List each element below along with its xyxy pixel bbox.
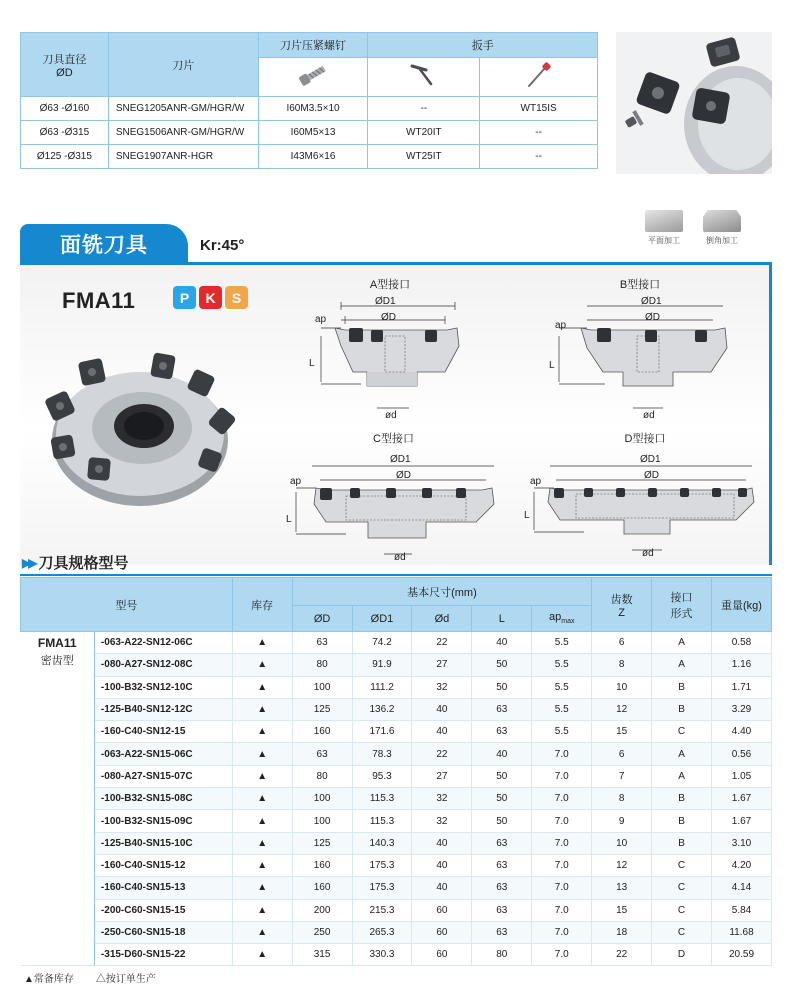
cell-stock: ▲ xyxy=(232,676,292,698)
cell-type: C xyxy=(652,877,712,899)
header-interface-label: 接口 xyxy=(670,591,693,604)
cell-stock: ▲ xyxy=(232,765,292,787)
cell-d1: 140.3 xyxy=(352,832,412,854)
cell-bore: 40 xyxy=(412,877,472,899)
cell-bore: 40 xyxy=(412,698,472,720)
cell-ap: 7.0 xyxy=(532,743,592,765)
cell-model: -160-C40-SN15-13 xyxy=(94,877,232,899)
cell-model: -100-B32-SN15-08C xyxy=(94,788,232,810)
material-badges xyxy=(173,286,248,309)
cell-d: 160 xyxy=(292,854,352,876)
cell-bore: 40 xyxy=(412,854,472,876)
cell-ap: 7.0 xyxy=(532,899,592,921)
cell-d1: 95.3 xyxy=(352,765,412,787)
cell-model: -315-D60-SN15-22 xyxy=(94,944,232,966)
series-type: 密齿型 xyxy=(40,655,74,667)
cell-d1: 265.3 xyxy=(352,921,412,943)
cell-z: 22 xyxy=(592,944,652,966)
cell-wrench: -- xyxy=(480,121,598,145)
table-row xyxy=(21,854,772,876)
cell-d: 160 xyxy=(292,721,352,743)
cell-insert: SNEG1205ANR-GM/HGR/W xyxy=(108,97,258,121)
kr-angle: Kr:45° xyxy=(200,237,245,254)
cell-d1: 175.3 xyxy=(352,854,412,876)
cell-stock: ▲ xyxy=(232,654,292,676)
cell-type: C xyxy=(652,721,712,743)
torque-wrench-icon xyxy=(480,57,598,96)
face-milling-icon xyxy=(645,210,683,232)
table-row xyxy=(21,721,772,743)
header-screw: 刀片压紧螺钉 xyxy=(258,33,368,58)
spec-section-title xyxy=(22,552,128,573)
cell-bore: 40 xyxy=(412,721,472,743)
legend xyxy=(24,970,156,985)
cell-ap: 7.0 xyxy=(532,810,592,832)
cell-d: 100 xyxy=(292,810,352,832)
cell-stock: ▲ xyxy=(232,832,292,854)
cell-wrench: WT15IS xyxy=(480,97,598,121)
cell-l: 50 xyxy=(472,676,532,698)
cell-l: 63 xyxy=(472,721,532,743)
cell-d: 80 xyxy=(292,654,352,676)
cell-type: B xyxy=(652,676,712,698)
cell-d: 80 xyxy=(292,765,352,787)
badge-k: K xyxy=(199,286,222,309)
label-bore: ød xyxy=(394,552,406,563)
cell-bore: 27 xyxy=(412,654,472,676)
cell-w: 4.40 xyxy=(712,721,772,743)
cell-d1: 171.6 xyxy=(352,721,412,743)
cell-l: 50 xyxy=(472,654,532,676)
label-l: L xyxy=(309,358,315,369)
cell-stock: ▲ xyxy=(232,632,292,654)
cell-stock: ▲ xyxy=(232,698,292,720)
table-row xyxy=(21,765,772,787)
cell-z: 10 xyxy=(592,832,652,854)
label-bore: ød xyxy=(385,410,397,421)
cell-stock: ▲ xyxy=(232,788,292,810)
cell-insert: SNEG1506ANR-GM/HGR/W xyxy=(108,121,258,145)
label-l: L xyxy=(549,360,555,371)
cell-l: 50 xyxy=(472,788,532,810)
label-ap: ap xyxy=(555,320,567,331)
cell-bore: 27 xyxy=(412,765,472,787)
cell-z: 13 xyxy=(592,877,652,899)
header-teeth-sub: Z xyxy=(618,606,625,619)
cell-model: -100-B32-SN15-09C xyxy=(94,810,232,832)
header-length: L xyxy=(472,606,532,632)
label-d: ØD xyxy=(644,470,659,481)
header-od: ØD xyxy=(292,606,352,632)
cell-ap: 7.0 xyxy=(532,854,592,876)
table-row xyxy=(21,654,772,676)
label-bore: ød xyxy=(643,410,655,421)
cell-d: 63 xyxy=(292,743,352,765)
header-model: 型号 xyxy=(21,578,233,632)
label-d1: ØD1 xyxy=(641,296,662,307)
table-row xyxy=(21,899,772,921)
cell-diameter: Ø125 -Ø315 xyxy=(21,145,109,169)
cell-d1: 78.3 xyxy=(352,743,412,765)
accessory-row xyxy=(21,121,598,145)
label-ap: ap xyxy=(530,476,542,487)
table-row xyxy=(21,944,772,966)
accessory-table xyxy=(20,32,598,169)
header-wrench: 扳手 xyxy=(368,33,598,58)
cell-l: 63 xyxy=(472,698,532,720)
table-row xyxy=(21,698,772,720)
cell-screw: I60M5×13 xyxy=(258,121,368,145)
cell-d1: 74.2 xyxy=(352,632,412,654)
header-ap xyxy=(532,606,592,632)
label-d: ØD xyxy=(381,312,396,323)
cell-ap: 5.5 xyxy=(532,698,592,720)
table-row xyxy=(21,632,772,654)
header-teeth-label: 齿数 xyxy=(610,593,633,606)
cell-z: 18 xyxy=(592,921,652,943)
cell-w: 3.10 xyxy=(712,832,772,854)
label-d: ØD xyxy=(396,470,411,481)
table-row xyxy=(21,877,772,899)
cell-d1: 115.3 xyxy=(352,788,412,810)
cell-d: 160 xyxy=(292,877,352,899)
cell-model: -125-B40-SN15-10C xyxy=(94,832,232,854)
cell-w: 1.05 xyxy=(712,765,772,787)
cell-type: B xyxy=(652,698,712,720)
cell-z: 12 xyxy=(592,698,652,720)
cell-w: 20.59 xyxy=(712,944,772,966)
cell-type: A xyxy=(652,765,712,787)
header-dims: 基本尺寸(mm) xyxy=(292,578,592,606)
cell-wrench: WT25IT xyxy=(368,145,480,169)
cell-model: -160-C40-SN12-15 xyxy=(94,721,232,743)
label-ap: ap xyxy=(315,314,327,325)
cell-w: 1.67 xyxy=(712,788,772,810)
drawing-d-type xyxy=(520,430,770,570)
drawing-a-type xyxy=(305,276,475,426)
legend-order: △按订单生产 xyxy=(95,974,156,985)
cell-bore: 60 xyxy=(412,921,472,943)
accessory-row xyxy=(21,97,598,121)
cell-model: -080-A27-SN12-08C xyxy=(94,654,232,676)
cell-wrench: -- xyxy=(480,145,598,169)
label-l: L xyxy=(286,514,292,525)
chamfering-op xyxy=(700,210,744,246)
cell-l: 63 xyxy=(472,854,532,876)
cell-z: 10 xyxy=(592,676,652,698)
cell-d: 63 xyxy=(292,632,352,654)
cell-z: 15 xyxy=(592,721,652,743)
drawing-b-type xyxy=(545,276,735,426)
cell-d1: 91.9 xyxy=(352,654,412,676)
header-diameter-label: 刀具直径 xyxy=(42,53,87,66)
cell-ap: 5.5 xyxy=(532,654,592,676)
cell-stock: ▲ xyxy=(232,721,292,743)
label-d1: ØD1 xyxy=(640,454,661,465)
header-diameter xyxy=(21,33,109,97)
cell-l: 63 xyxy=(472,877,532,899)
cell-ap: 7.0 xyxy=(532,788,592,810)
cell-z: 8 xyxy=(592,654,652,676)
cell-ap: 5.5 xyxy=(532,721,592,743)
cell-type: B xyxy=(652,788,712,810)
cell-insert: SNEG1907ANR-HGR xyxy=(108,145,258,169)
face-milling-label: 平面加工 xyxy=(648,236,680,245)
cell-w: 3.29 xyxy=(712,698,772,720)
label-d1: ØD1 xyxy=(390,454,411,465)
cell-d1: 111.2 xyxy=(352,676,412,698)
cell-type: D xyxy=(652,944,712,966)
drawing-b-caption: B型接口 xyxy=(619,279,661,291)
screw-icon xyxy=(258,57,368,96)
cell-model: -250-C60-SN15-18 xyxy=(94,921,232,943)
cell-stock: ▲ xyxy=(232,877,292,899)
cell-stock: ▲ xyxy=(232,921,292,943)
series-name: FMA11 xyxy=(37,636,77,650)
cell-type: A xyxy=(652,654,712,676)
cell-w: 0.56 xyxy=(712,743,772,765)
cell-model: -063-A22-SN15-06C xyxy=(94,743,232,765)
spec-divider xyxy=(20,574,772,576)
cell-l: 40 xyxy=(472,632,532,654)
double-chevron-icon: ▶▶ xyxy=(22,555,35,570)
cell-d1: 115.3 xyxy=(352,810,412,832)
cell-l: 63 xyxy=(472,832,532,854)
cell-bore: 22 xyxy=(412,743,472,765)
cell-d1: 175.3 xyxy=(352,877,412,899)
badge-s: S xyxy=(225,286,248,309)
cell-bore: 40 xyxy=(412,832,472,854)
cell-type: B xyxy=(652,832,712,854)
header-diameter-sub: ØD xyxy=(56,66,73,79)
cell-d: 200 xyxy=(292,899,352,921)
cell-type: A xyxy=(652,743,712,765)
cell-wrench: -- xyxy=(368,97,480,121)
accessory-row xyxy=(21,145,598,169)
cell-w: 4.20 xyxy=(712,854,772,876)
cell-z: 8 xyxy=(592,788,652,810)
cell-stock: ▲ xyxy=(232,899,292,921)
cell-model: -100-B32-SN12-10C xyxy=(94,676,232,698)
table-row xyxy=(21,676,772,698)
drawing-d-caption: D型接口 xyxy=(624,433,666,445)
label-d: ØD xyxy=(645,312,660,323)
table-row xyxy=(21,743,772,765)
cell-l: 63 xyxy=(472,899,532,921)
spec-title-label: 刀具规格型号 xyxy=(38,555,129,572)
cell-stock: ▲ xyxy=(232,743,292,765)
table-row xyxy=(21,832,772,854)
chamfering-label: 倒角加工 xyxy=(706,236,738,245)
cell-ap: 5.5 xyxy=(532,676,592,698)
cell-d: 250 xyxy=(292,921,352,943)
cell-d1: 330.3 xyxy=(352,944,412,966)
cell-d: 125 xyxy=(292,832,352,854)
cell-ap: 7.0 xyxy=(532,765,592,787)
label-ap: ap xyxy=(290,476,302,487)
cell-screw: I60M3.5×10 xyxy=(258,97,368,121)
cell-bore: 32 xyxy=(412,676,472,698)
table-row xyxy=(21,810,772,832)
header-od1: ØD1 xyxy=(352,606,412,632)
cell-d1: 136.2 xyxy=(352,698,412,720)
table-row xyxy=(21,788,772,810)
cell-diameter: Ø63 -Ø160 xyxy=(21,97,109,121)
cell-type: C xyxy=(652,921,712,943)
table-row xyxy=(21,921,772,943)
cell-z: 6 xyxy=(592,632,652,654)
cell-type: B xyxy=(652,810,712,832)
cell-l: 50 xyxy=(472,765,532,787)
header-ap-label: ap xyxy=(548,611,562,624)
cell-z: 9 xyxy=(592,810,652,832)
cell-w: 1.67 xyxy=(712,810,772,832)
cell-stock: ▲ xyxy=(232,854,292,876)
cell-d: 125 xyxy=(292,698,352,720)
cell-bore: 32 xyxy=(412,788,472,810)
cell-w: 1.16 xyxy=(712,654,772,676)
cell-stock: ▲ xyxy=(232,944,292,966)
cell-w: 1.71 xyxy=(712,676,772,698)
header-insert: 刀片 xyxy=(108,33,258,97)
legend-stock: ▲常备库存 xyxy=(24,974,74,985)
cell-wrench: WT20IT xyxy=(368,121,480,145)
cell-z: 7 xyxy=(592,765,652,787)
insert-assembly-photo xyxy=(616,32,772,174)
label-d1: ØD1 xyxy=(375,296,396,307)
cell-d: 315 xyxy=(292,944,352,966)
cell-model: -063-A22-SN12-06C xyxy=(94,632,232,654)
cell-ap: 7.0 xyxy=(532,921,592,943)
cell-type: C xyxy=(652,899,712,921)
cell-bore: 60 xyxy=(412,944,472,966)
label-bore: ød xyxy=(642,548,654,559)
cutter-photo xyxy=(40,350,250,512)
section-tab: 面铣刀具 xyxy=(20,224,188,264)
cell-d1: 215.3 xyxy=(352,899,412,921)
cell-z: 6 xyxy=(592,743,652,765)
spec-table xyxy=(20,577,772,966)
cell-w: 11.68 xyxy=(712,921,772,943)
cell-z: 15 xyxy=(592,899,652,921)
cell-stock: ▲ xyxy=(232,810,292,832)
header-bore: Ød xyxy=(412,606,472,632)
chamfering-icon xyxy=(703,210,741,232)
cell-type: C xyxy=(652,854,712,876)
cell-d: 100 xyxy=(292,676,352,698)
accessory-section xyxy=(20,32,772,174)
cell-l: 80 xyxy=(472,944,532,966)
label-l: L xyxy=(524,510,530,521)
badge-p: P xyxy=(173,286,196,309)
header-interface xyxy=(652,578,712,632)
t-wrench-icon xyxy=(368,57,480,96)
header-teeth xyxy=(592,578,652,632)
cell-diameter: Ø63 -Ø315 xyxy=(21,121,109,145)
cell-w: 4.14 xyxy=(712,877,772,899)
cell-screw: I43M6×16 xyxy=(258,145,368,169)
cell-z: 12 xyxy=(592,854,652,876)
cell-bore: 60 xyxy=(412,899,472,921)
cell-bore: 32 xyxy=(412,810,472,832)
cell-w: 5.84 xyxy=(712,899,772,921)
header-ap-sub: max xyxy=(561,618,575,626)
cell-type: A xyxy=(652,632,712,654)
cell-l: 50 xyxy=(472,810,532,832)
cell-model: -125-B40-SN12-12C xyxy=(94,698,232,720)
cell-ap: 7.0 xyxy=(532,877,592,899)
cell-ap: 7.0 xyxy=(532,944,592,966)
cell-ap: 5.5 xyxy=(532,632,592,654)
cell-l: 40 xyxy=(472,743,532,765)
header-interface-sub: 形式 xyxy=(670,607,693,620)
face-milling-op xyxy=(642,210,686,246)
cell-d: 100 xyxy=(292,788,352,810)
cell-model: -160-C40-SN15-12 xyxy=(94,854,232,876)
cell-ap: 7.0 xyxy=(532,832,592,854)
cell-model: -080-A27-SN15-07C xyxy=(94,765,232,787)
drawing-c-type xyxy=(286,430,501,570)
cell-bore: 22 xyxy=(412,632,472,654)
series-cell xyxy=(21,632,95,966)
header-weight: 重量(kg) xyxy=(712,578,772,632)
drawing-a-caption: A型接口 xyxy=(369,279,411,291)
cell-model: -200-C60-SN15-15 xyxy=(94,899,232,921)
drawing-c-caption: C型接口 xyxy=(373,433,414,445)
product-model: FMA11 xyxy=(62,288,136,313)
header-stock: 库存 xyxy=(232,578,292,632)
cell-w: 0.58 xyxy=(712,632,772,654)
cell-l: 63 xyxy=(472,921,532,943)
